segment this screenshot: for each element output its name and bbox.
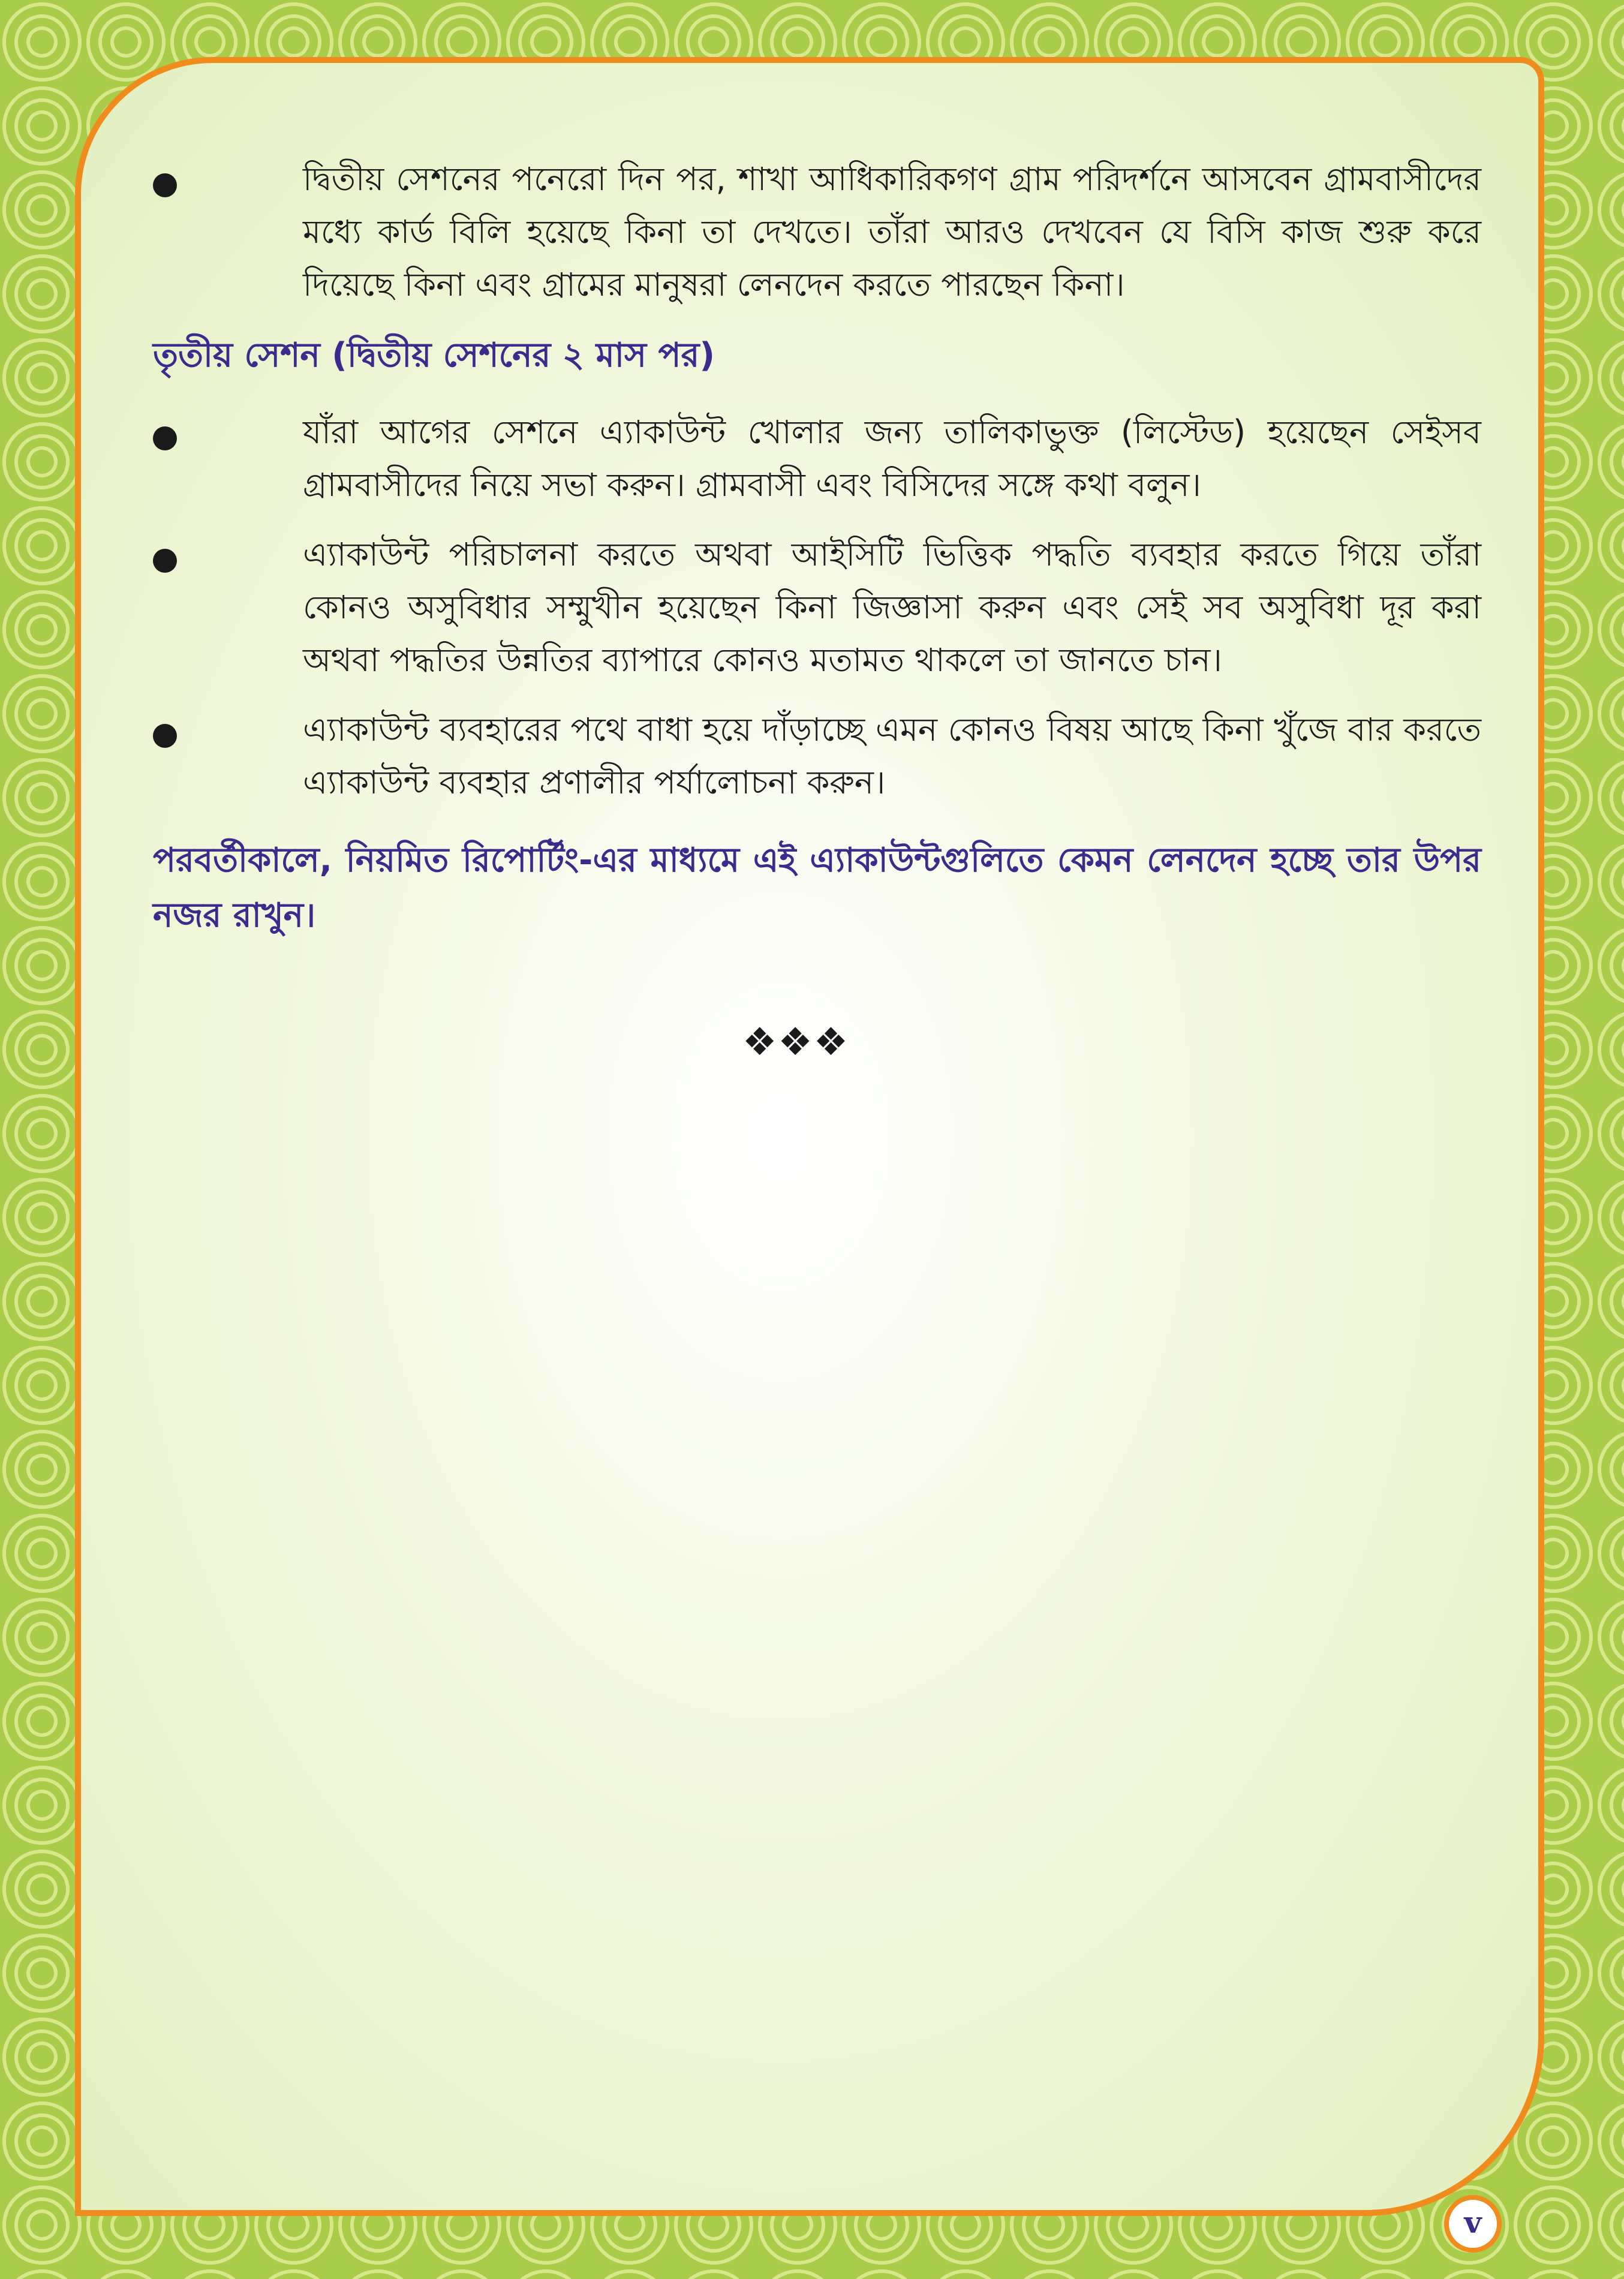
page-content <box>153 153 1481 943</box>
bullet-dot-icon <box>153 426 177 450</box>
bullet-text: দ্বিতীয় সেশনের পনেরো দিন পর, শাখা আধিকারিকগণ গ্রাম পরিদর্শনে আসবেন গ্রামবাসীদের মধ্যে কার্ড বিলি হয়েছে কিনা তা দেখতে। তাঁরা আরও দেখবেন যে বিসি কাজ শুরু করে দিয়েছে কিনা এবং গ্রামের মানুষরা লেনদেন করতে পারছেন কিনা। <box>303 160 1481 303</box>
bullet-text: এ্যাকাউন্ট পরিচালনা করতে অথবা আইসিটি ভিত্তিক পদ্ধতি ব্যবহার করতে গিয়ে তাঁরা কোনও অসুবিধার সম্মুখীন হয়েছেন কিনা জিজ্ঞাসা করুন এবং সেই সব অসুবিধা দূর করা অথবা পদ্ধতির উন্নতির ব্যাপারে কোনও মতামত থাকলে তা জানতে চান। <box>303 536 1481 679</box>
bullet-item-meeting <box>153 406 1481 512</box>
bullet-item-review <box>153 703 1481 809</box>
bullet-dot-icon <box>153 173 177 197</box>
bullet-dot-icon <box>153 549 177 573</box>
section-heading: তৃতীয় সেশন (দ্বিতীয় সেশনের ২ মাস পর) <box>153 336 715 375</box>
bullet-item-difficulties <box>153 528 1481 687</box>
bullet-text: যাঁরা আগের সেশনে এ্যাকাউন্ট খোলার জন্য তালিকাভুক্ত (লিস্টেড) হয়েছেন সেইসব গ্রামবাসীদের নিয়ে সভা করুন। গ্রামবাসী এবং বিসিদের সঙ্গে কথা বলুন। <box>303 413 1481 504</box>
bullet-dot-icon <box>153 724 177 748</box>
bullet-text: এ্যাকাউন্ট ব্যবহারের পথে বাধা হয়ে দাঁড়াচ্ছে এমন কোনও বিষয় আছে কিনা খুঁজে বার করতে এ্যাকাউন্ট ব্যবহার প্রণালীর পর্যালোচনা করুন। <box>303 711 1481 801</box>
page-number: v <box>1444 2195 1502 2253</box>
closing-note: পরবর্তীকালে, নিয়মিত রিপোর্টিং-এর মাধ্যমে এই এ্যাকাউন্টগুলিতে কেমন লেনদেন হচ্ছে তার উপর নজর রাখুন। <box>153 841 1481 935</box>
content-panel <box>75 57 1544 2216</box>
bullet-item-branch-visit <box>153 153 1481 311</box>
ornament-divider-icon: ❖❖❖ <box>742 1020 850 1065</box>
